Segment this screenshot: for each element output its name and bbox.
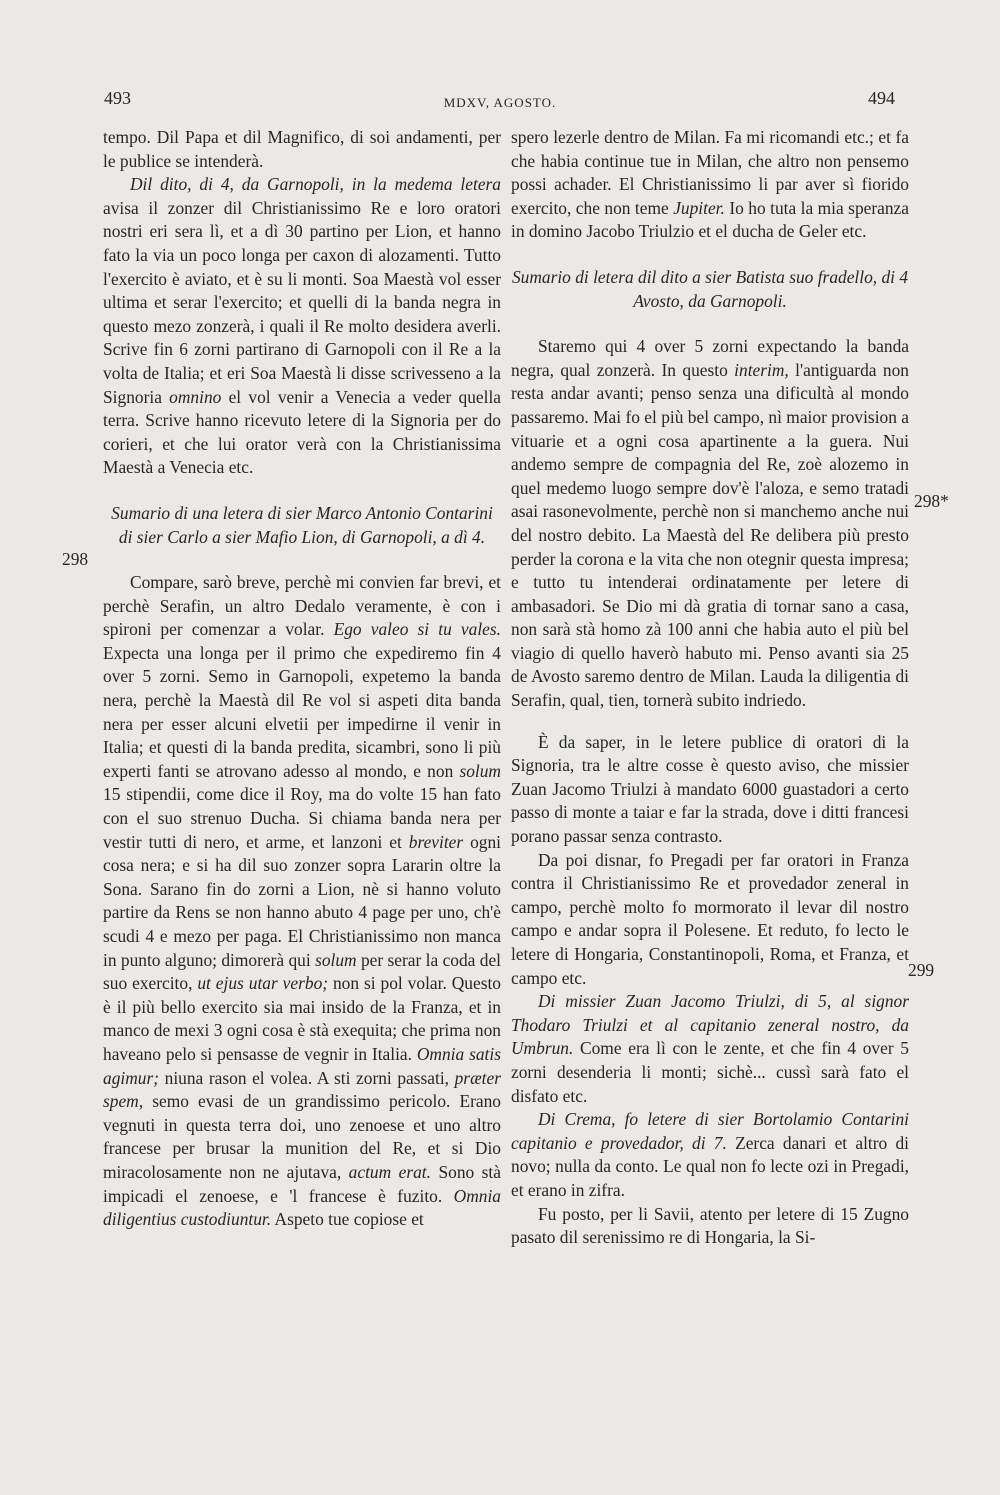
right-paragraph-4: Da poi disnar, fo Pregadi per far oratori in Franza contra il Christianissimo Re et provedador zeneral in campo, perchè molto fo mormorato il levar dil nostro campo e andar sopra il Polesene. Et reduto, fo lecto le letere di Hongaria, Constantinopoli, Roma, et Franza, et campo etc. (511, 849, 909, 988)
p3h: semo evasi de un grandissimo pericolo. Erano vegnuti in questa terra doi, uno zenoese et uno altro francese per brusar la munition del Re, et si Dio miracolosamente non ne ajutava, (103, 1091, 501, 1182)
p3-it4: solum (315, 949, 357, 970)
left-p2-tail: el vol venir a Venecia a veder quella terra. Scrive hanno ricevuto letere di la Signoria per do corieri, et che lui orator verà con la Christianissima Maestà a Venecia etc. (103, 386, 501, 478)
right-paragraph-6 (511, 1108, 909, 1202)
margin-number-299: 299 (908, 960, 935, 980)
r-p6-it: Di Crema, fo letere di sier Bortolamio Contarini capitanio e provedador, di 7. (511, 1109, 909, 1153)
running-header: MDXV, AGOSTO. (443, 95, 557, 110)
r-p5b: Come era lì con le zente, et che fin 4 over 5 zorni desenderia li monti; sichè... cussì sarà fato el disfato etc. (511, 1038, 909, 1106)
p3j: Aspeto tue copiose et (271, 1209, 424, 1230)
r-p1b: Io ho tuta la mia speranza in domino Jacobo Triulzio et el ducha de Geler etc. (511, 197, 909, 242)
margin-number-298: 298 (62, 549, 89, 569)
r-p5-it: Di missier Zuan Jacomo Triulzi, di 5, al signor Thodaro Triulzi et al capitanio zeneral nostro, da Umbrun. (511, 991, 909, 1059)
p3b: Expecta una longa per il primo che expediremo fin 4 over 5 zorni. Semo in Garnopoli, expetemo la banda nera, perchè la Maestà dil Re vol si aspeti dita banda nera per esser alcuni elvetii per impedirne il venir in Italia; et questi di la banda predita, sicambri, sono li più experti fanti se atrovano adesso al mondo, e non (103, 642, 501, 781)
p3f: non si pol volar. Questo è il più bello exercito sia mai insido de la Franza, et in manco de mexi 3 ogni cosa è stà exequita; che prima non haveano pelo si pensasse de vegnir in Italia. (103, 973, 501, 1064)
right-paragraph-2 (511, 335, 909, 713)
letter-heading-2: Sumario di letera dil dito a sier Batista suo fradello, di 4 Avosto, da Garnopoli. (511, 266, 909, 311)
right-paragraph-3: È da saper, in le letere publice di oratori di la Signoria, tra le altre cosse è questo aviso, che missier Zuan Jacomo Triulzi à mandato 6000 guastadori a certo passo di monte a taiar e far la strada, dove i ditti francesi porano passar senza contrasto. (511, 731, 909, 847)
p3e: per serar la coda del suo exercito, (103, 949, 501, 994)
right-paragraph-5 (511, 990, 909, 1108)
p3a: Compare, sarò breve, perchè mi convien far brevi, et perchè Serafin, un altro Dedalo veramente, è con i spironi per comenzar a volar. (103, 572, 501, 640)
p3g: niuna rason el volea. A sti zorni passati, (159, 1067, 455, 1088)
left-p2-italic-lead: Dil dito, di 4, da Garnopoli, in la medema letera (130, 174, 501, 195)
left-p2-text: avisa il zonzer dil Christianissimo Re e loro oratori nostri eri sera lì, et a dì 30 partino per Lion, et hanno fato la via un poco longa per caxon di alozamenti. Tutto l'exercito è aviato, et è su li monti. Soa Maestà vol esser ultima et serar l'exercito; et quelli di la banda negra in questo mezo zonzerà, i quali il Re molto desidera averli. Scrive fin 6 zorni partirano di Garnopoli con il Re a la volta de Italia; et eri Soa Maestà li disse scrivesseno a la Signoria (103, 197, 501, 407)
p3-it9: Omnia diligentius custodiuntur. (103, 1185, 501, 1230)
r-p2a: Staremo qui 4 over 5 zorni expectando la banda negra, qual zonzerà. In questo (511, 336, 909, 380)
left-column (103, 126, 501, 1232)
left-paragraph-1: tempo. Dil Papa et dil Magnifico, di soi andamenti, per le publice se intenderà. (103, 127, 501, 171)
letter-heading-1: Sumario di una letera di sier Marco Antonio Contarini di sier Carlo a sier Mafio Lion, di Garnopoli, a dì 4. (111, 502, 493, 547)
r-p1a: spero lezerle dentro de Milan. Fa mi ricomandi etc.; et fa che habia continue tue in Milan, che altro non pensemo possi achader. El Christianissimo li par aver sì fiorido exercito, che non teme (511, 127, 909, 218)
p3i: Sono stà impicadi el zenoese, e 'l francese è fuzito. (103, 1161, 501, 1206)
p3-it6: Omnia satis agimur; (103, 1043, 501, 1088)
right-paragraph-1 (511, 126, 909, 244)
p3-it8: actum erat. (348, 1161, 431, 1182)
r-p2-it: interim, (734, 359, 789, 380)
right-column (511, 126, 909, 1250)
left-paragraph-3 (103, 571, 501, 1232)
right-paragraph-7: Fu posto, per li Savii, atento per letere di 15 Zugno pasato dil serenissimo re di Hongaria, la Si- (511, 1203, 909, 1248)
p3-it5: ut ejus utar verbo; (197, 973, 329, 994)
p3-it2: solum (459, 760, 501, 781)
p3-it3: breviter (408, 831, 464, 852)
p3-it7: præter spem, (103, 1067, 501, 1112)
p3d: ogni cosa nera; e si ha dil suo zonzer sopra Lararin oltre la Sona. Sarano fin do zorni a Lion, nè si hanno voluto partire da Rens se non hanno abuto 4 page per uno, ch'è scudi 4 e mezo per paga. El Christianissimo non manca in punto alguno; dimorerà qui (103, 831, 502, 970)
r-p6b: Zerca danari et altro di novo; nulla da conto. Le qual non fo lecte ozi in Pregadi, et erano in zifra. (511, 1132, 909, 1200)
r-p1-it: Jupiter. (673, 197, 725, 218)
p3-it1: Ego valeo si tu vales. (333, 619, 501, 640)
r-p2b: l'antiguarda non resta andar avanti; penso senza una dificultà al mondo passaremo. Mai fo el più bel campo, nì maior provision a vituarie et a ogni cosa apartinente a la guera. Nui andemo sempre de compagnia del Re, zoè alozemo in quel medemo luogo sempre dov'è l'aloza, e semo tratadi asai rasonevolmente, perchè non si manchemo anche nui del nostro debito. La Maestà del Re delibera più presto perder la corona e la vita che non otegnir questa impresa; e tutto tu intenderai ordinatamente per letere di ambasadori. Se Dio mi dà gratia di tornar sano a casa, non sarà stà homo zà 100 anni che habia auto el più bel viagio di quello haverò habuto mi. Penso avanti sia 25 de Avosto saremo dentro de Milan. Lauda la diligentia di Serafin, qual, tien, tornerà subito indriedo. (511, 359, 909, 711)
margin-number-298-star: 298* (914, 491, 949, 511)
left-p2-italic-omnino: omnino (169, 386, 222, 407)
left-paragraph-2 (103, 173, 501, 480)
p3c: 15 stipendii, come dice il Roy, ma do volte 15 han fato con el suo strenuo Ducha. Si chiama banda nera per vestir tutti di nero, et arme, et lanzoni et (103, 784, 501, 852)
left-page-number: 493 (104, 88, 131, 108)
right-page-number: 494 (868, 88, 895, 108)
